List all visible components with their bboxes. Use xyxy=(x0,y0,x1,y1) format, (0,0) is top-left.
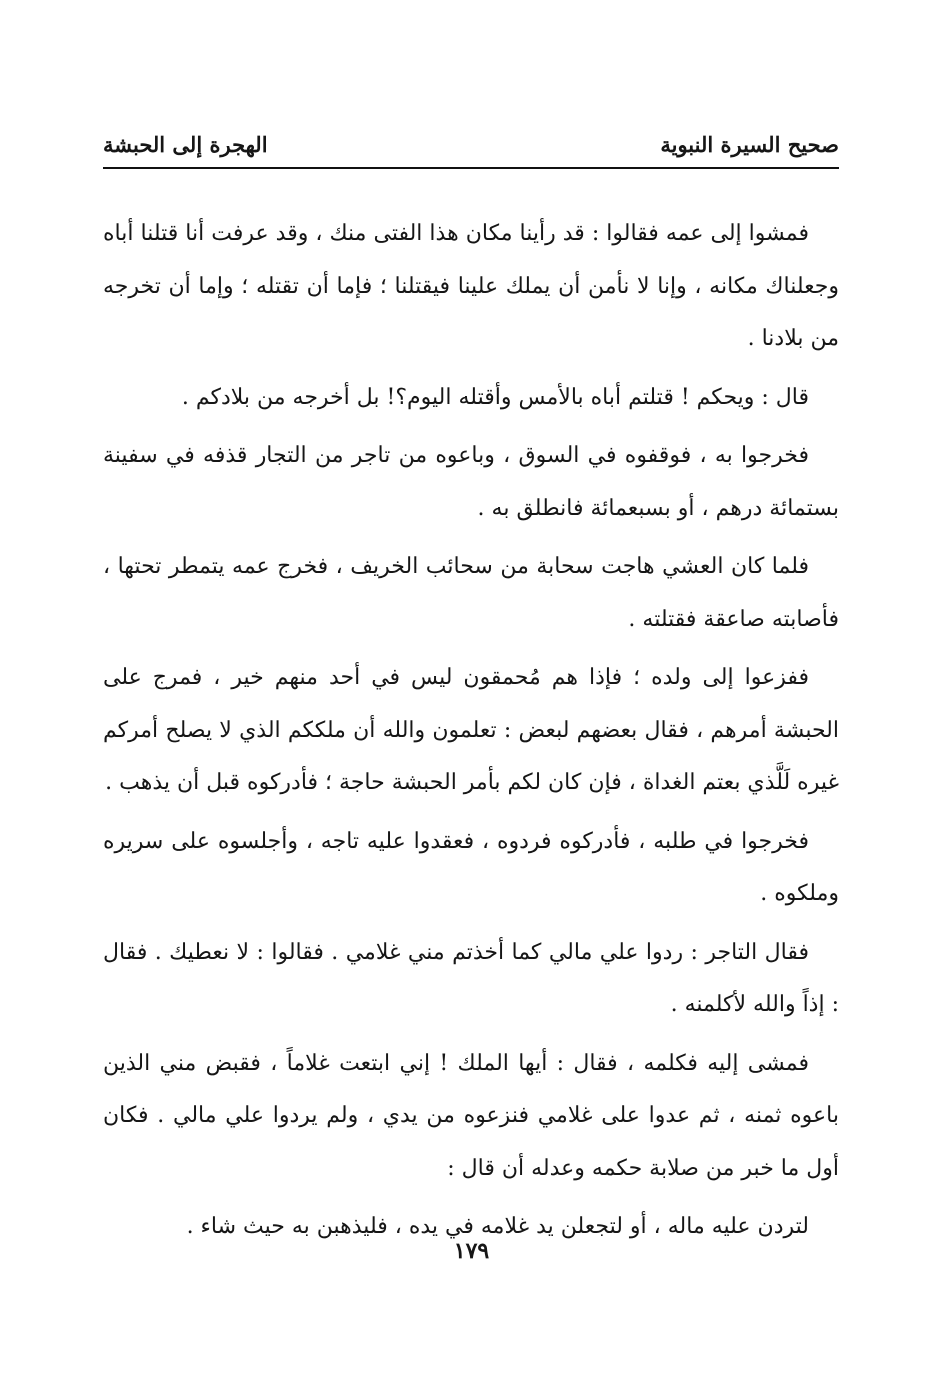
page-number: ١٧٩ xyxy=(453,1238,490,1264)
paragraph-9: لتردن عليه ماله ، أو لتجعلن يد غلامه في يده ، فليذهبن به حيث شاء . xyxy=(186,1214,809,1239)
running-header xyxy=(103,128,839,162)
header-divider xyxy=(103,167,839,169)
paragraph-5: ففزعوا إلى ولده ؛ فإذا هم مُحمقون ليس في أحد منهم خير ، فمرج على الحبشة أمرهم ، فقال بعضهم لبعض : تعلمون والله أن ملككم الذي لا يصلح أمركم غيره لَلَّذي بعتم الغداة ، فإن كان لكم بأمر الحبشة حاجة ؛ فأدركوه قبل أن يذهب . xyxy=(103,665,839,795)
paragraph-8: فمشى إليه فكلمه ، فقال : أيها الملك ! إني ابتعت غلاماً ، فقبض مني الذين باعوه ثمنه ، ثم عدوا على غلامي فنزعوه من يدي ، ولم يردوا علي مالي . فكان أول ما خبر من صلابة حكمه وعدله أن قال : xyxy=(103,1050,839,1181)
chapter-title: الهجرة إلى الحبشة xyxy=(103,132,268,157)
paragraph-2: قال : ويحكم ! قتلتم أباه بالأمس وأقتله اليوم؟! بل أخرجه من بلادكم . xyxy=(181,384,809,410)
paragraph-3: فخرجوا به ، فوقفوه في السوق ، وباعوه من تاجر من التجار قذفه في سفينة بستمائة درهم ، أو بسبعمائة فانطلق به . xyxy=(103,443,839,521)
body-text xyxy=(103,208,839,1260)
book-title: صحيح السيرة النبوية xyxy=(660,132,839,157)
paragraph-7: فقال التاجر : ردوا علي مالي كما أخذتم مني غلامي . فقالوا : لا نعطيك . فقال : إذاً والله لأكلمنه . xyxy=(103,939,839,1017)
paragraph-1: فمشوا إلى عمه فقالوا : قد رأينا مكان هذا الفتى منك ، وقد عرفت أنا قتلنا أباه وجعلناك مكانه ، وإنا لا نأمن أن يملك علينا فيقتلنا ؛ فإما أن تقتله ؛ وإما أن تخرجه من بلادنا . xyxy=(103,221,839,351)
paragraph-6: فخرجوا في طلبه ، فأدركوه فردوه ، فعقدوا عليه تاجه ، وأجلسوه على سريره وملكوه . xyxy=(103,828,839,906)
paragraph-4: فلما كان العشي هاجت سحابة من سحائب الخريف ، فخرج عمه يتمطر تحتها ، فأصابته صاعقة فقتلته . xyxy=(103,554,839,632)
